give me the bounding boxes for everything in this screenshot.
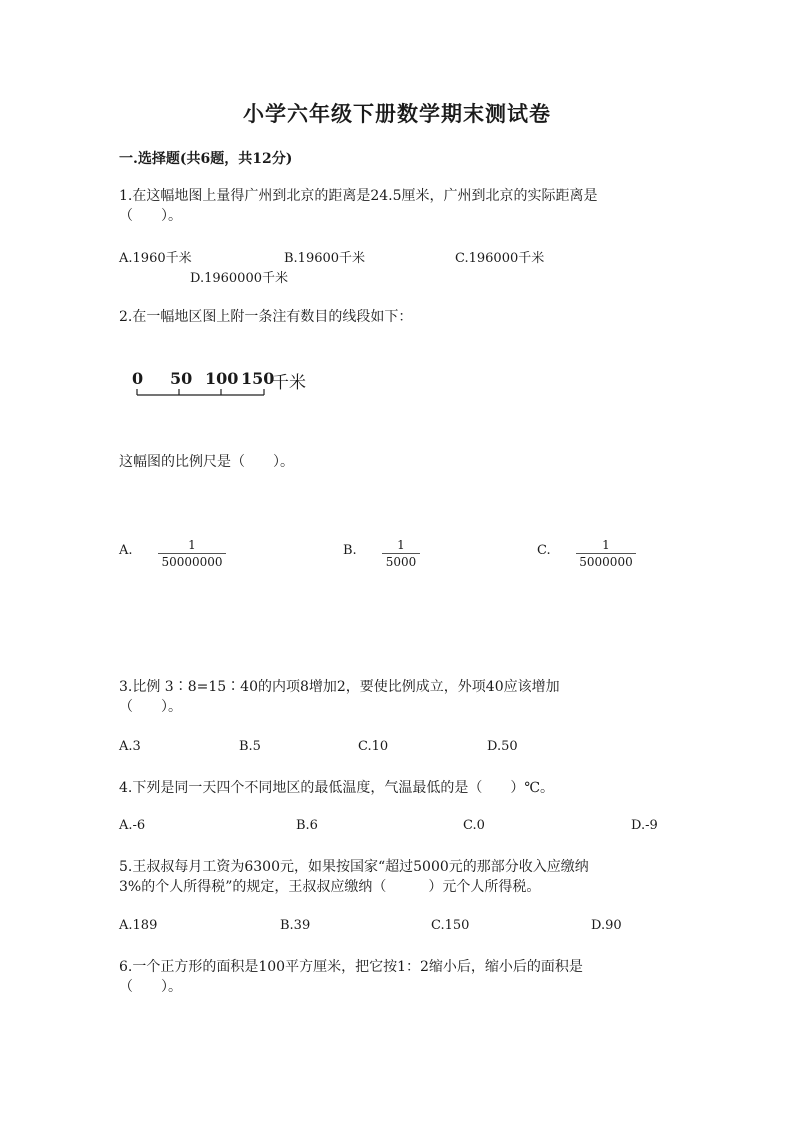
q5-option-c: C.150 bbox=[431, 918, 470, 933]
q5-option-b: B.39 bbox=[280, 918, 311, 933]
question-6-line1: 6.一个正方形的面积是100平方厘米，把它按1：2缩小后，缩小后的面积是 bbox=[119, 959, 583, 975]
question-1-line1: 1.在这幅地图上量得广州到北京的距离是24.5厘米，广州到北京的实际距离是 bbox=[119, 188, 598, 204]
question-5-line1: 5.王叔叔每月工资为6300元，如果按国家“超过5000元的那部分收入应缴纳 bbox=[119, 859, 589, 875]
scale-label-100: 100 bbox=[205, 369, 239, 388]
fraction-bar bbox=[382, 553, 420, 554]
q2-option-a-letter: A. bbox=[119, 543, 133, 558]
question-3-line2: （ ）。 bbox=[119, 699, 182, 715]
scale-label-50: 50 bbox=[170, 369, 193, 388]
question-3-line1: 3.比例 3∶8=15∶40的内项8增加2，要使比例成立，外项40应该增加 bbox=[119, 679, 560, 695]
fraction-bar bbox=[576, 553, 636, 554]
fraction-bar bbox=[158, 553, 226, 554]
section-heading: 一.选择题(共6题，共12分) bbox=[119, 151, 293, 167]
question-6-line2: （ ）。 bbox=[119, 979, 182, 995]
q2-option-c-letter: C. bbox=[537, 543, 551, 558]
scale-label-0: 0 bbox=[132, 369, 144, 388]
q3-option-b: B.5 bbox=[239, 739, 261, 754]
q4-option-d: D.-9 bbox=[631, 818, 658, 833]
question-2-line2: 这幅图的比例尺是（ ）。 bbox=[119, 454, 294, 470]
fraction-numerator: 1 bbox=[397, 538, 405, 552]
question-5-line2: 3%的个人所得税”的规定，王叔叔应缴纳（ ）元个人所得税。 bbox=[119, 879, 541, 895]
q4-option-a: A.-6 bbox=[119, 818, 146, 833]
q5-option-a: A.189 bbox=[119, 918, 158, 933]
question-1-line2: （ ）。 bbox=[119, 208, 182, 224]
scale-line bbox=[130, 386, 270, 400]
q4-option-c: C.0 bbox=[463, 818, 485, 833]
q4-option-b: B.6 bbox=[296, 818, 318, 833]
fraction-denominator: 50000000 bbox=[161, 555, 223, 569]
q5-option-d: D.90 bbox=[591, 918, 622, 933]
fraction-denominator: 5000 bbox=[385, 555, 417, 569]
q3-option-a: A.3 bbox=[119, 739, 141, 754]
page-title: 小学六年级下册数学期末测试卷 bbox=[243, 101, 551, 126]
scale-label-150: 150 bbox=[241, 369, 275, 388]
q1-option-d: D.1960000千米 bbox=[190, 271, 288, 286]
scale-unit: 千米 bbox=[272, 373, 306, 393]
q1-option-b: B.19600千米 bbox=[284, 251, 366, 266]
q3-option-d: D.50 bbox=[487, 739, 518, 754]
question-2-line1: 2.在一幅地区图上附一条注有数目的线段如下： bbox=[119, 309, 413, 325]
question-4-line1: 4.下列是同一天四个不同地区的最低温度，气温最低的是（ ）℃。 bbox=[119, 780, 555, 796]
q2-option-a-fraction bbox=[158, 538, 226, 569]
q1-option-a: A.1960千米 bbox=[119, 251, 192, 266]
q1-option-c: C.196000千米 bbox=[455, 251, 545, 266]
q2-option-c-fraction bbox=[576, 538, 636, 569]
fraction-numerator: 1 bbox=[188, 538, 196, 552]
fraction-numerator: 1 bbox=[602, 538, 610, 552]
fraction-denominator: 5000000 bbox=[579, 555, 633, 569]
q3-option-c: C.10 bbox=[358, 739, 389, 754]
q2-option-b-letter: B. bbox=[343, 543, 357, 558]
q2-option-b-fraction bbox=[382, 538, 420, 569]
